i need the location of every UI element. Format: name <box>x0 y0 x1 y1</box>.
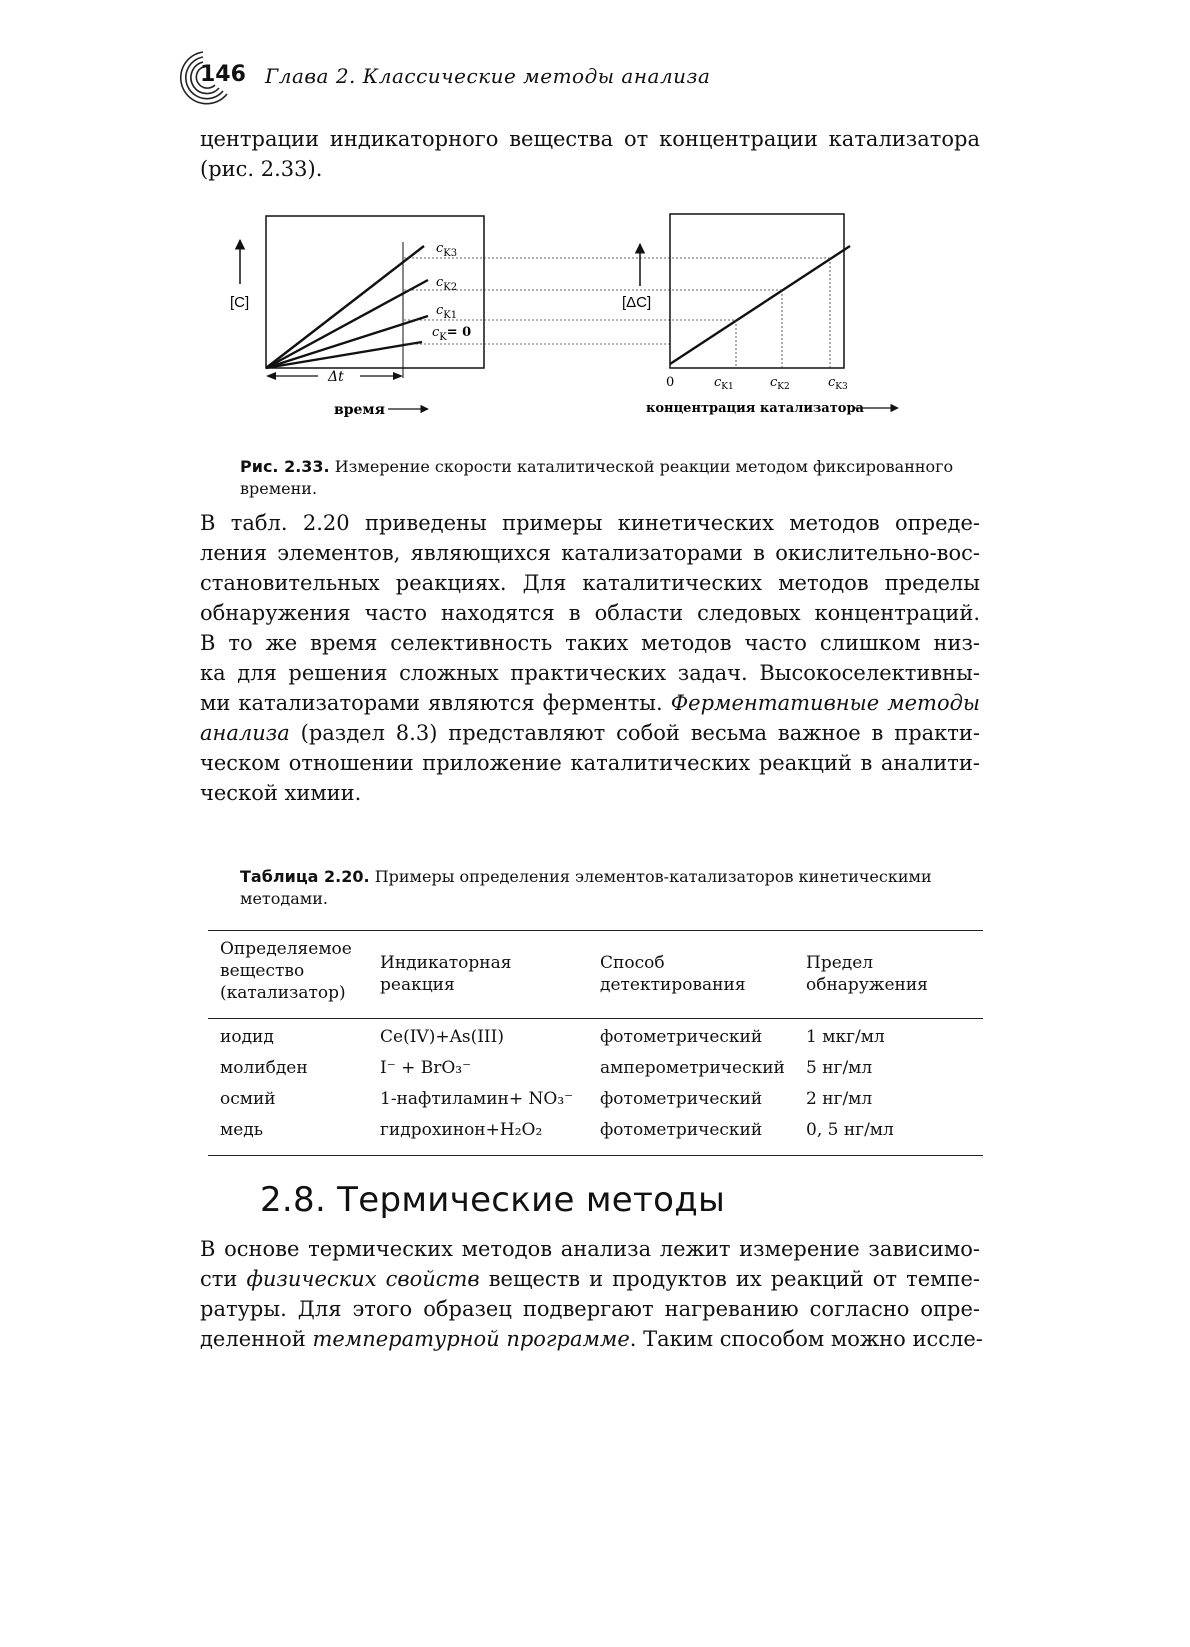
table-caption-label: Таблица 2.20. <box>240 867 370 886</box>
text-line <box>200 1234 980 1264</box>
right-panel <box>622 214 898 416</box>
line-ck3 <box>266 246 424 368</box>
text-line <box>200 1264 980 1294</box>
text-line <box>200 778 980 808</box>
intro-paragraph <box>200 124 980 184</box>
figure-caption-text: Измерение скорости каталитической реакции методом фиксированного времени. <box>240 457 954 498</box>
body-paragraph <box>200 508 980 808</box>
text-run: ческом отношении приложение каталитических реакций в аналити- <box>200 751 980 775</box>
text-line <box>200 538 980 568</box>
table-cell: амперометрический <box>600 1058 785 1078</box>
interval-arrowhead-left <box>266 372 276 380</box>
text-run: . Таким способом можно иссле- <box>629 1327 983 1351</box>
text-run: становительных реакциях. Для каталитических методов пределы <box>200 571 980 595</box>
italic-term: физических свойств <box>246 1267 480 1291</box>
text-line <box>200 688 980 718</box>
y-axis-label-right: [ΔC] <box>622 294 652 311</box>
italic-term: Ферментативные методы <box>670 691 980 715</box>
text-line <box>200 748 980 778</box>
table-rule-mid <box>208 1018 983 1019</box>
y-axis-label: [C] <box>230 294 250 311</box>
right-panel-frame <box>670 214 844 368</box>
body-paragraph <box>200 1234 983 1354</box>
x-axis-label-time: время <box>334 402 385 418</box>
table-cell: фотометрический <box>600 1089 763 1109</box>
table-cell: осмий <box>220 1089 276 1109</box>
table-cell: I⁻ + BrO₃⁻ <box>380 1058 472 1078</box>
text-run: В табл. 2.20 приведены примеры кинетических методов опреде- <box>200 511 980 535</box>
x-axis-label-concentration: концентрация катализатора <box>646 401 864 416</box>
table-cell: гидрохинон+H₂O₂ <box>380 1120 543 1140</box>
figure-caption <box>240 456 980 500</box>
table-cell: медь <box>220 1120 264 1140</box>
tick-label-ck3: $c_{K3}$ <box>828 375 848 392</box>
tick-label-ck2: $c_{K2}$ <box>770 375 790 392</box>
line-label-ck0: $c_K= 0$ <box>432 325 472 343</box>
table-cell: молибден <box>220 1058 308 1078</box>
line-label-ck1: $c_{K1}$ <box>436 303 458 321</box>
table-header-detection: Способ детектирования <box>600 953 746 995</box>
italic-term: анализа <box>200 721 290 745</box>
text-run: ка для решения сложных практических задач. Высокоселективны- <box>200 661 980 685</box>
table-rule-top <box>208 930 983 931</box>
table-header-substance: Определяемое вещество (катализатор) <box>220 939 352 1003</box>
italic-term: температурной программе <box>312 1327 630 1351</box>
table-cell: фотометрический <box>600 1027 763 1047</box>
text-line <box>200 1294 980 1324</box>
text-line <box>200 658 980 688</box>
table-cell: 5 нг/мл <box>806 1058 873 1078</box>
text-run: ратуры. Для этого образец подвергают нагреванию согласно опре- <box>200 1297 980 1321</box>
tick-label-ck1: $c_{K1}$ <box>714 375 734 392</box>
table-caption <box>240 866 980 910</box>
text-run: (раздел 8.3) представляют собой весьма важное в практи- <box>289 721 980 745</box>
text-run: ческой химии. <box>200 781 362 805</box>
figure-2-33 <box>230 210 950 440</box>
text-line <box>200 508 980 538</box>
line-label-ck2: $c_{K2}$ <box>436 275 458 293</box>
table-cell: 0, 5 нг/мл <box>806 1120 894 1140</box>
text-run: обнаружения часто находятся в области следовых концентраций. <box>200 601 980 625</box>
text-line <box>200 598 980 628</box>
table-cell: фотометрический <box>600 1120 763 1140</box>
figure-caption-label: Рис. 2.33. <box>240 457 330 476</box>
table-header-reaction: Индикаторная реакция <box>380 953 512 995</box>
section-title: 2.8. Термические методы <box>260 1180 726 1220</box>
table-cell: 1 мкг/мл <box>806 1027 885 1047</box>
page-number: 146 <box>200 62 246 87</box>
text-run: деленной <box>200 1327 313 1351</box>
text-line <box>200 628 980 658</box>
table-caption-text: Примеры определения элементов-катализаторов кинетическими методами. <box>240 867 932 908</box>
text-line <box>200 1324 983 1354</box>
interval-label: Δt <box>328 369 344 385</box>
table-cell: иодид <box>220 1027 274 1047</box>
text-run: веществ и продуктов их реакций от темпе- <box>479 1267 980 1291</box>
text-line: (рис. 2.33). <box>200 157 323 181</box>
interval-arrowhead-right <box>393 372 403 380</box>
text-line <box>200 568 980 598</box>
table-cell: 1-нафтиламин+ NO₃⁻ <box>380 1089 574 1109</box>
text-run: В то же время селективность таких методов часто слишком низ- <box>200 631 980 655</box>
left-panel <box>230 216 484 418</box>
text-run: сти <box>200 1267 247 1291</box>
table-cell: Ce(IV)+As(III) <box>380 1027 504 1047</box>
calibration-line <box>670 246 850 364</box>
table-header-limit: Предел обнаружения <box>806 953 928 995</box>
text-run: ми катализаторами являются ферменты. <box>200 691 671 715</box>
text-run: В основе термических методов анализа лежит измерение зависимо- <box>200 1237 980 1261</box>
table-rule-bottom <box>208 1155 983 1156</box>
table-cell: 2 нг/мл <box>806 1089 873 1109</box>
origin-label: 0 <box>666 375 675 390</box>
running-head: Глава 2. Классические методы анализа <box>265 64 711 88</box>
line-label-ck3: $c_{K3}$ <box>436 241 458 259</box>
text-run: ления элементов, являющихся катализаторами в окислительно-вос- <box>200 541 980 565</box>
text-line: центрации индикаторного вещества от концентрации катализатора <box>200 127 980 151</box>
text-line <box>200 718 980 748</box>
